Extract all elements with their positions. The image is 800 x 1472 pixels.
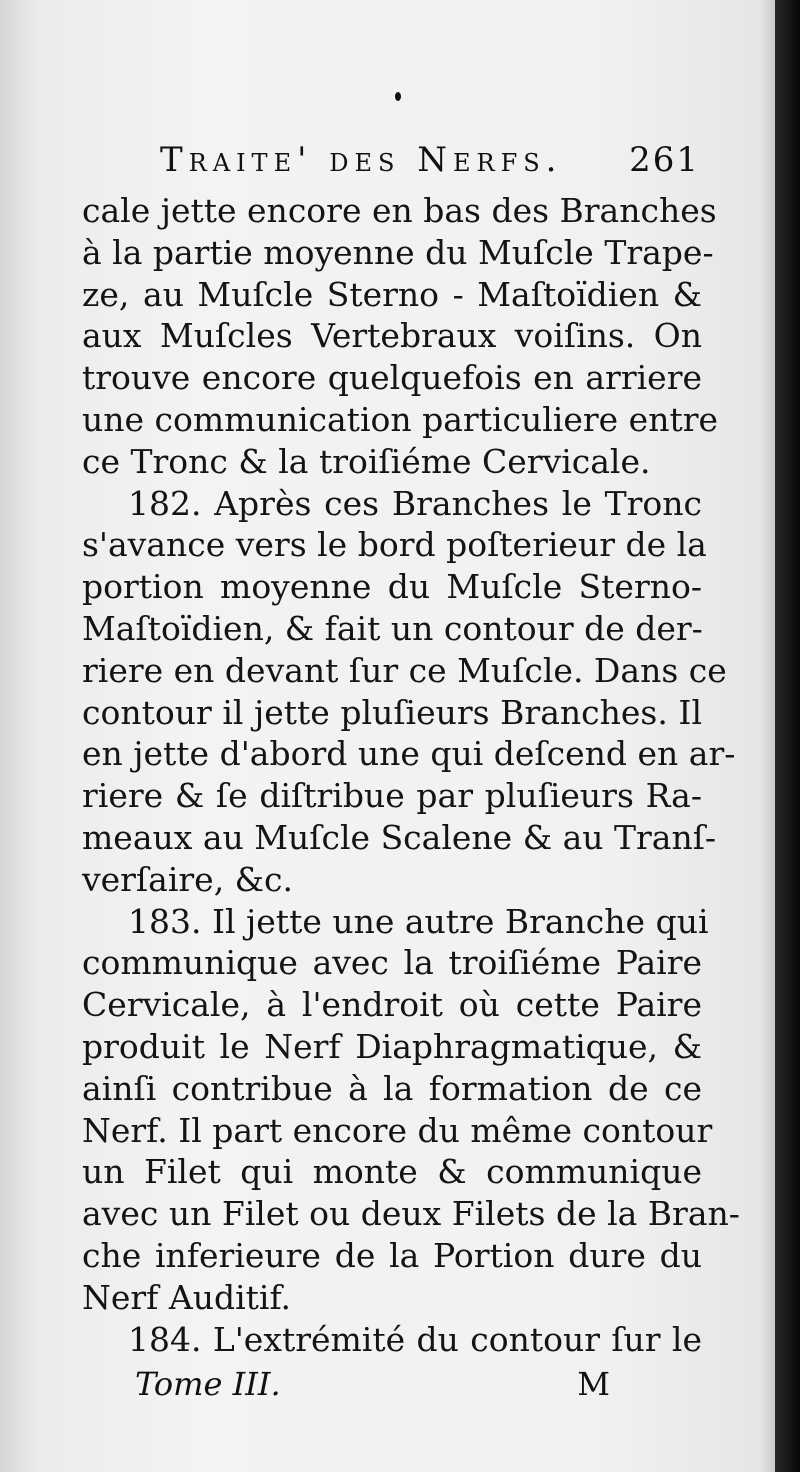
text-line: produit le Nerf Diaphragmatique, &	[82, 1026, 702, 1066]
text-line: meaux au Muſcle Scalene & au Tranſ-	[82, 817, 717, 857]
ink-speck	[395, 92, 401, 101]
text-body	[82, 190, 740, 1360]
text-line: ce Tronc & la troiſiéme Cervicale.	[82, 441, 651, 481]
text-line: cale jette encore en bas des Branches	[82, 191, 717, 230]
signature-mark: M	[577, 1365, 610, 1403]
text-line: à la partie moyenne du Muſcle Trape-	[82, 232, 714, 272]
page-footer	[135, 1365, 610, 1415]
text-line: ze, au Muſcle Sterno - Maſtoïdien &	[82, 274, 702, 314]
text-line: Nerf Auditif.	[82, 1277, 291, 1317]
text-line: 184. L'extrémité du contour ſur le	[128, 1319, 702, 1359]
text-line: trouve encore quelquefois en arriere	[82, 358, 702, 398]
text-line: che inferieure de la Portion dure du	[82, 1235, 702, 1275]
text-line: riere en devant ſur ce Muſcle. Dans ce	[82, 650, 727, 690]
text-line: une communication particuliere entre	[82, 399, 719, 439]
text-line: 182. Après ces Branches le Tronc	[128, 483, 702, 523]
text-line: verſaire, &c.	[82, 859, 294, 899]
text-line: Nerf. Il part encore du même contour	[82, 1110, 713, 1150]
text-line: Cervicale, à l'endroit où cette Paire	[82, 985, 702, 1025]
text-line: riere & ſe diſtribue par pluſieurs Ra-	[82, 776, 702, 816]
text-line: avec un Filet ou deux Filets de la Bran-	[82, 1194, 740, 1234]
text-line: en jette d'abord une qui deſcend en ar-	[82, 734, 736, 774]
text-line: un Filet qui monte & communique	[82, 1152, 702, 1192]
text-line: portion moyenne du Muſcle Sterno-	[82, 567, 702, 607]
text-line: ainſi contribue à la formation de ce	[82, 1068, 702, 1108]
text-line: aux Muſcles Vertebraux voiſins. On	[82, 316, 702, 356]
page-number: 261	[629, 140, 700, 180]
text-line: s'avance vers le bord poſterieur de la	[82, 525, 707, 565]
scan-edge	[775, 0, 800, 1472]
running-title: Traite' des Nerfs.	[160, 140, 563, 180]
volume-label: Tome III.	[135, 1365, 281, 1403]
running-header	[160, 140, 700, 190]
text-line: 183. Il jette une autre Branche qui	[128, 901, 709, 941]
text-line: contour il jette pluſieurs Branches. Il	[82, 692, 702, 732]
text-line: Maſtoïdien, & fait un contour de der-	[82, 608, 703, 648]
text-line: communique avec la troiſiéme Paire	[82, 943, 702, 983]
